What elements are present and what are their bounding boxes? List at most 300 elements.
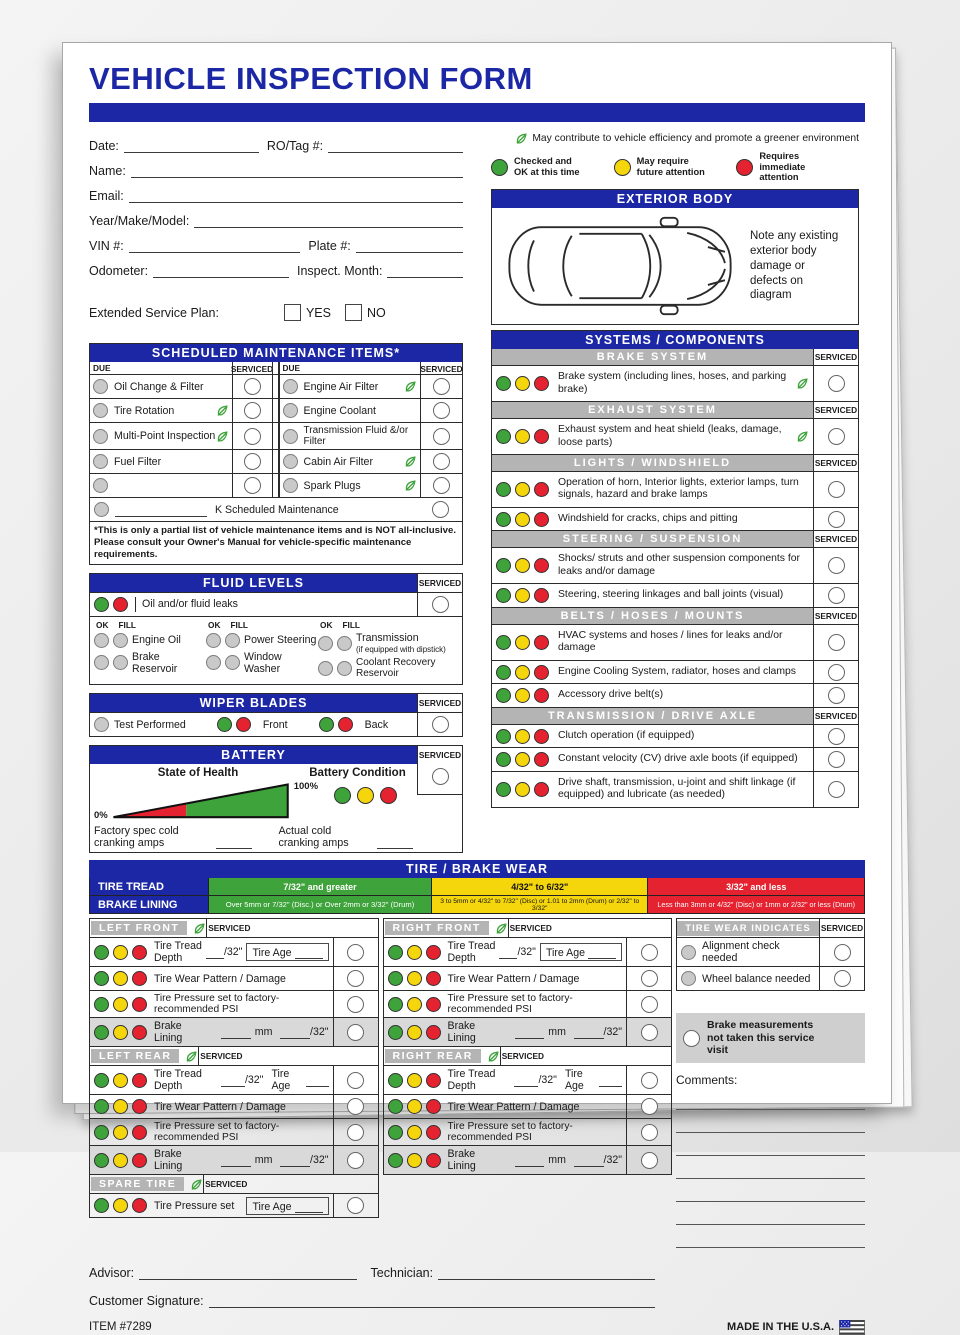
status-green-circle[interactable] — [496, 482, 511, 497]
comment-line[interactable] — [676, 1225, 865, 1248]
serviced-label: SERVICED — [820, 923, 864, 934]
serviced-circle[interactable] — [347, 996, 364, 1013]
status-red-circle[interactable] — [426, 971, 441, 986]
odometer-label: Odometer: — [89, 264, 149, 278]
status-yellow-circle[interactable] — [407, 1099, 422, 1114]
status-red-circle[interactable] — [426, 1125, 441, 1140]
status-red-circle[interactable] — [534, 482, 549, 497]
actual-cca-label: Actual cold cranking amps — [278, 825, 349, 850]
due-circle[interactable] — [93, 454, 108, 469]
status-red-circle[interactable] — [132, 1025, 147, 1040]
state-of-health-gauge[interactable] — [111, 779, 291, 821]
status-yellow-circle[interactable] — [113, 1198, 128, 1213]
fill-circle[interactable] — [225, 655, 240, 670]
serviced-circle[interactable] — [244, 428, 261, 445]
status-green-circle[interactable] — [94, 1099, 109, 1114]
status-green-circle[interactable] — [388, 1073, 403, 1088]
technician-field[interactable] — [438, 1266, 655, 1280]
status-green-circle[interactable] — [319, 717, 334, 732]
tread-depth-label: Tire Tread Depth — [447, 940, 496, 965]
tread-depth-field[interactable] — [499, 945, 517, 959]
ro-tag-label: RO/Tag #: — [266, 139, 324, 153]
eco-leaf-icon — [190, 1178, 203, 1191]
esp-no-label: NO — [366, 305, 386, 320]
serviced-circle[interactable] — [641, 970, 658, 987]
systems-components-header: SYSTEMS / COMPONENTS — [492, 331, 858, 349]
eco-leaf-icon — [404, 479, 417, 492]
status-green-circle[interactable] — [388, 1099, 403, 1114]
actual-cca-field[interactable] — [377, 835, 413, 849]
mm-label: mm — [254, 1154, 273, 1167]
eco-leaf-icon — [796, 377, 809, 390]
status-green-circle[interactable] — [496, 376, 511, 391]
fluid-levels-header: FLUID LEVELS — [90, 574, 417, 592]
name-field[interactable] — [131, 164, 463, 178]
ok-circle[interactable] — [318, 661, 333, 676]
status-yellow-circle[interactable] — [515, 588, 530, 603]
status-green-circle[interactable] — [496, 688, 511, 703]
serviced-circle[interactable] — [347, 1072, 364, 1089]
plate-field[interactable] — [356, 239, 463, 253]
status-green-circle[interactable] — [94, 1025, 109, 1040]
status-yellow-circle[interactable] — [515, 558, 530, 573]
battery-condition-label: Battery Condition — [309, 767, 406, 780]
status-red-circle[interactable] — [132, 1099, 147, 1114]
serviced-circle[interactable] — [641, 944, 658, 961]
advisor-field[interactable] — [139, 1266, 356, 1280]
tread-lining-matrix — [89, 878, 865, 914]
k-miles-field[interactable] — [115, 503, 207, 517]
ok-label: OK — [208, 619, 221, 630]
comments-label: Comments: — [676, 1072, 738, 1087]
status-green-circle[interactable] — [94, 1153, 109, 1168]
pressure-label: Tire Pressure set to factory-recommended PSI — [447, 1121, 573, 1144]
serviced-circle[interactable] — [828, 375, 845, 392]
serviced-circle[interactable] — [347, 1098, 364, 1115]
serviced-circle[interactable] — [347, 1124, 364, 1141]
status-yellow-circle[interactable] — [407, 1073, 422, 1088]
section-header: BRAKE SYSTEM — [492, 349, 813, 365]
lining-mm-field[interactable] — [221, 1153, 251, 1167]
serviced-circle[interactable] — [828, 634, 845, 651]
status-green-circle[interactable] — [388, 1153, 403, 1168]
status-yellow-circle[interactable] — [407, 1153, 422, 1168]
maintenance-item: Cabin Air Filter — [303, 455, 373, 468]
green-status-icon — [491, 159, 508, 176]
zero-percent-label: 0% — [94, 810, 108, 822]
wiper-blades-header: WIPER BLADES — [90, 694, 417, 712]
status-green-circle[interactable] — [94, 1125, 109, 1140]
serviced-circle[interactable] — [641, 1024, 658, 1041]
lining-32-field[interactable] — [280, 1025, 310, 1039]
status-red-circle[interactable] — [426, 945, 441, 960]
serviced-circle[interactable] — [347, 1152, 364, 1169]
lining-mm-field[interactable] — [221, 1025, 251, 1039]
tread-depth-label: Tire Tread Depth — [447, 1068, 496, 1093]
status-green-circle[interactable] — [94, 945, 109, 960]
brake-lining-row-label: Brake Lining — [447, 1148, 476, 1173]
pressure-label: Tire Pressure set to factory-recommended PSI — [447, 993, 573, 1016]
status-red-circle[interactable] — [534, 588, 549, 603]
serviced-circle[interactable] — [828, 781, 845, 798]
status-green-circle[interactable] — [217, 717, 232, 732]
status-green-circle[interactable] — [94, 971, 109, 986]
fluid-item: Window Washer — [244, 650, 282, 675]
section-header: LIGHTS / WINDSHIELD — [492, 455, 813, 471]
due-circle[interactable] — [283, 478, 298, 493]
indicates-circle[interactable] — [681, 971, 696, 986]
status-yellow-circle[interactable] — [407, 945, 422, 960]
status-green-circle[interactable] — [496, 782, 511, 797]
due-circle[interactable] — [94, 502, 109, 517]
fluid-item: Power Steering — [244, 634, 317, 647]
status-red-circle[interactable] — [534, 665, 549, 680]
status-yellow-circle[interactable] — [407, 971, 422, 986]
status-yellow-circle[interactable] — [515, 482, 530, 497]
serviced-label: SERVICED — [230, 364, 274, 374]
status-yellow-circle[interactable] — [113, 997, 128, 1012]
tire-age-box — [246, 943, 328, 961]
status-yellow-circle[interactable] — [515, 512, 530, 527]
status-green-circle[interactable] — [94, 997, 109, 1012]
per32-label: /32" — [603, 1154, 622, 1167]
exterior-note: Note any existing exterior body damage or defects on diagram — [750, 229, 839, 302]
status-yellow-circle[interactable] — [113, 1025, 128, 1040]
vin-label: VIN #: — [89, 239, 124, 253]
title-divider-bar — [89, 103, 865, 122]
status-green-circle[interactable] — [388, 1125, 403, 1140]
status-yellow-circle[interactable] — [113, 1099, 128, 1114]
inspect-month-field[interactable] — [387, 264, 463, 278]
esp-no-checkbox[interactable] — [345, 304, 362, 321]
status-red-circle[interactable] — [132, 1153, 147, 1168]
car-top-view-diagram[interactable] — [500, 214, 740, 318]
system-item: Exhaust system and heat shield (leaks, damage, loose parts) — [558, 424, 782, 448]
due-circle[interactable] — [283, 403, 298, 418]
status-red-circle[interactable] — [132, 1125, 147, 1140]
lining-32-field[interactable] — [574, 1153, 604, 1167]
system-item: Shocks/ struts and other suspension components for leaks and/or damage — [558, 553, 801, 577]
status-red-circle[interactable] — [534, 752, 549, 767]
serviced-circle[interactable] — [828, 428, 845, 445]
battery-table — [89, 745, 463, 853]
wiper-test-label: Test Performed — [114, 718, 186, 731]
ok-circle[interactable] — [206, 655, 221, 670]
serviced-circle[interactable] — [432, 716, 449, 733]
battery-header: BATTERY — [90, 746, 417, 764]
comment-line[interactable] — [676, 1133, 865, 1156]
status-green-circle[interactable] — [496, 635, 511, 650]
fill-circle[interactable] — [225, 633, 240, 648]
serviced-circle[interactable] — [432, 501, 449, 518]
status-yellow-circle[interactable] — [515, 376, 530, 391]
status-red-circle[interactable] — [132, 997, 147, 1012]
ok-circle[interactable] — [318, 636, 333, 651]
status-red-circle[interactable] — [534, 729, 549, 744]
tread-depth-field[interactable] — [206, 945, 224, 959]
serviced-circle[interactable] — [828, 664, 845, 681]
section-header: STEERING / SUSPENSION — [492, 531, 813, 547]
tire-age-field[interactable] — [599, 1073, 622, 1087]
ok-circle[interactable] — [94, 655, 109, 670]
status-green-circle[interactable] — [496, 588, 511, 603]
serviced-circle[interactable] — [828, 687, 845, 704]
serviced-circle[interactable] — [433, 428, 450, 445]
status-red-circle[interactable] — [426, 1073, 441, 1088]
comment-line[interactable] — [676, 1156, 865, 1179]
status-yellow-circle[interactable] — [515, 782, 530, 797]
due-circle[interactable] — [283, 454, 298, 469]
status-yellow-circle[interactable] — [515, 429, 530, 444]
fill-circle[interactable] — [113, 655, 128, 670]
status-green-circle[interactable] — [496, 665, 511, 680]
serviced-circle[interactable] — [433, 453, 450, 470]
status-red-circle[interactable] — [132, 1198, 147, 1213]
fill-circle[interactable] — [113, 633, 128, 648]
lining-mm-field[interactable] — [515, 1025, 545, 1039]
status-yellow-circle[interactable] — [515, 729, 530, 744]
comment-line[interactable] — [676, 1087, 865, 1110]
status-yellow-circle[interactable] — [113, 1125, 128, 1140]
lining-32-field[interactable] — [574, 1025, 604, 1039]
customer-signature-field[interactable] — [209, 1294, 656, 1308]
status-red-circle[interactable] — [426, 1025, 441, 1040]
battery-red-circle[interactable] — [380, 787, 397, 804]
factory-cca-field[interactable] — [216, 835, 252, 849]
status-red-circle[interactable] — [534, 782, 549, 797]
ok-circle[interactable] — [94, 633, 109, 648]
status-red-circle[interactable] — [534, 512, 549, 527]
status-green-circle[interactable] — [496, 429, 511, 444]
comment-line[interactable] — [676, 1179, 865, 1202]
indicates-circle[interactable] — [681, 945, 696, 960]
advisor-label: Advisor: — [89, 1265, 135, 1280]
status-red-circle[interactable] — [426, 1099, 441, 1114]
serviced-label: SERVICED — [814, 352, 858, 363]
serviced-circle[interactable] — [834, 970, 851, 987]
comment-line[interactable] — [676, 1110, 865, 1133]
eco-note: May contribute to vehicle efficiency and promote a greener environment — [532, 133, 859, 144]
status-yellow-circle[interactable] — [113, 1073, 128, 1088]
status-green-circle[interactable] — [496, 512, 511, 527]
status-yellow-circle[interactable] — [407, 1125, 422, 1140]
eco-leaf-icon — [216, 430, 229, 443]
status-yellow-circle[interactable] — [113, 945, 128, 960]
extended-service-plan-label: Extended Service Plan: — [89, 305, 219, 320]
tire-wear-indicates-table — [676, 918, 865, 991]
per32-label: /32" — [310, 1154, 329, 1167]
battery-yellow-circle[interactable] — [357, 787, 374, 804]
usa-flag-icon — [839, 1320, 865, 1335]
status-red-circle[interactable] — [534, 376, 549, 391]
status-red-circle[interactable] — [534, 429, 549, 444]
status-green-circle[interactable] — [94, 1073, 109, 1088]
serviced-circle[interactable] — [347, 1197, 364, 1214]
legend-yellow: May require future attention — [614, 151, 737, 183]
status-red-circle[interactable] — [236, 717, 251, 732]
serviced-circle[interactable] — [244, 453, 261, 470]
serviced-circle[interactable] — [828, 557, 845, 574]
system-item: Windshield for cracks, chips and pitting — [558, 512, 738, 524]
status-red-circle[interactable] — [113, 597, 128, 612]
tire-age-field[interactable] — [588, 945, 616, 959]
serviced-circle[interactable] — [347, 944, 364, 961]
pressure-label: Tire Pressure set to factory-recommended PSI — [154, 993, 280, 1016]
status-red-circle[interactable] — [132, 945, 147, 960]
plate-label: Plate #: — [308, 239, 351, 253]
status-yellow-circle[interactable] — [515, 752, 530, 767]
status-red-circle[interactable] — [534, 635, 549, 650]
serviced-circle[interactable] — [433, 477, 450, 494]
status-yellow-circle[interactable] — [407, 1025, 422, 1040]
tire-age-field[interactable] — [306, 1073, 329, 1087]
wear-pattern-label: Tire Wear Pattern / Damage — [447, 1100, 580, 1113]
test-circle[interactable] — [94, 717, 109, 732]
serviced-circle[interactable] — [432, 596, 449, 613]
tire-age-label: Tire Age — [271, 1068, 291, 1093]
ro-tag-field[interactable] — [328, 139, 463, 153]
systems-components-table — [491, 330, 859, 808]
brake-lining-row-label: Brake Lining — [154, 1148, 183, 1173]
red-status-icon — [736, 159, 753, 176]
status-green-circle[interactable] — [388, 1025, 403, 1040]
status-yellow-circle[interactable] — [515, 665, 530, 680]
status-green-circle[interactable] — [496, 558, 511, 573]
status-yellow-circle[interactable] — [113, 971, 128, 986]
serviced-circle[interactable] — [641, 1124, 658, 1141]
serviced-circle[interactable] — [641, 1072, 658, 1089]
date-field[interactable] — [124, 139, 259, 153]
serviced-label: SERVICED — [814, 405, 858, 416]
tread-yellow-range: 4/32" to 6/32" — [431, 878, 648, 895]
comment-line[interactable] — [676, 1202, 865, 1225]
brake-note-label: Brake measurements not taken this service visit — [707, 1019, 815, 1057]
brake-note-circle[interactable] — [683, 1030, 700, 1047]
lining-mm-field[interactable] — [515, 1153, 545, 1167]
due-circle[interactable] — [93, 478, 108, 493]
serviced-label: SERVICED — [814, 610, 858, 621]
due-circle[interactable] — [93, 403, 108, 418]
legend-red: Requires immediate attention — [736, 151, 859, 183]
system-item: HVAC systems and hoses / lines for leaks and/or damage — [558, 629, 783, 654]
status-yellow-circle[interactable] — [113, 1153, 128, 1168]
fill-circle[interactable] — [337, 636, 352, 651]
serviced-circle[interactable] — [828, 728, 845, 745]
tire-brake-wear-header: TIRE / BRAKE WEAR — [89, 860, 865, 878]
fill-circle[interactable] — [337, 661, 352, 676]
esp-yes-label: YES — [305, 305, 331, 320]
esp-yes-checkbox[interactable] — [284, 304, 301, 321]
due-circle[interactable] — [283, 379, 298, 394]
status-red-circle[interactable] — [132, 1073, 147, 1088]
status-red-circle[interactable] — [426, 1153, 441, 1168]
status-red-circle[interactable] — [534, 688, 549, 703]
wear-pattern-label: Tire Wear Pattern / Damage — [154, 972, 286, 985]
status-red-circle[interactable] — [338, 717, 353, 732]
ok-circle[interactable] — [206, 633, 221, 648]
left-rear-label: LEFT REAR — [91, 1049, 179, 1063]
status-red-circle[interactable] — [534, 558, 549, 573]
serviced-circle[interactable] — [828, 511, 845, 528]
serviced-label: SERVICED — [420, 364, 463, 374]
due-circle[interactable] — [93, 379, 108, 394]
status-green-circle[interactable] — [496, 729, 511, 744]
serviced-circle[interactable] — [828, 481, 845, 498]
ok-label: OK — [96, 619, 109, 630]
status-green-circle[interactable] — [388, 997, 403, 1012]
status-green-circle[interactable] — [496, 752, 511, 767]
vin-field[interactable] — [129, 239, 301, 253]
due-circle[interactable] — [283, 429, 298, 444]
lining-32-field[interactable] — [280, 1153, 310, 1167]
left-front-label: LEFT FRONT — [91, 921, 187, 935]
status-green-circle[interactable] — [388, 971, 403, 986]
status-green-circle[interactable] — [94, 1198, 109, 1213]
serviced-circle[interactable] — [433, 402, 450, 419]
tread-depth-field[interactable] — [221, 1073, 245, 1087]
serviced-circle[interactable] — [641, 1152, 658, 1169]
email-label: Email: — [89, 189, 124, 203]
hundred-percent-label: 100% — [293, 781, 319, 793]
serviced-circle[interactable] — [244, 477, 261, 494]
right-rear-label: RIGHT REAR — [385, 1049, 481, 1063]
email-field[interactable] — [129, 189, 463, 203]
fluid-levels-table — [89, 573, 463, 685]
status-yellow-circle[interactable] — [515, 688, 530, 703]
date-label: Date: — [89, 139, 119, 153]
status-red-circle[interactable] — [426, 997, 441, 1012]
maintenance-item: Oil Change & Filter — [114, 380, 204, 393]
system-item: Brake system (including lines, hoses, and parking brake) — [558, 371, 787, 395]
serviced-circle[interactable] — [347, 970, 364, 987]
tire-age-field[interactable] — [295, 1199, 323, 1213]
factory-cca-label: Factory spec cold cranking amps — [94, 825, 179, 850]
per32-label: /32" — [517, 946, 536, 959]
exterior-body-panel — [491, 189, 859, 325]
serviced-circle[interactable] — [432, 768, 449, 785]
serviced-circle[interactable] — [347, 1024, 364, 1041]
serviced-circle[interactable] — [828, 587, 845, 604]
year-make-model-field[interactable] — [194, 214, 463, 228]
customer-signature-label: Customer Signature: — [89, 1293, 204, 1308]
serviced-circle[interactable] — [244, 402, 261, 419]
due-circle[interactable] — [93, 429, 108, 444]
per32-label: /32" — [244, 1074, 264, 1087]
status-green-circle[interactable] — [94, 597, 109, 612]
serviced-circle[interactable] — [244, 378, 261, 395]
serviced-circle[interactable] — [834, 944, 851, 961]
year-make-model-label: Year/Make/Model: — [89, 214, 190, 228]
status-red-circle[interactable] — [132, 971, 147, 986]
serviced-circle[interactable] — [641, 1098, 658, 1115]
status-yellow-circle[interactable] — [515, 635, 530, 650]
tire-age-field[interactable] — [295, 945, 323, 959]
battery-green-circle[interactable] — [334, 787, 351, 804]
serviced-circle[interactable] — [828, 751, 845, 768]
odometer-field[interactable] — [153, 264, 289, 278]
status-green-circle[interactable] — [388, 945, 403, 960]
serviced-label: SERVICED — [418, 750, 462, 761]
tread-depth-field[interactable] — [514, 1073, 538, 1087]
serviced-circle[interactable] — [641, 996, 658, 1013]
name-label: Name: — [89, 164, 126, 178]
serviced-circle[interactable] — [433, 378, 450, 395]
fill-label: FILL — [342, 619, 360, 630]
system-item: Clutch operation (if equipped) — [558, 729, 695, 741]
due-label: DUE — [93, 363, 111, 373]
wiper-blades-table — [89, 693, 463, 737]
status-yellow-circle[interactable] — [407, 997, 422, 1012]
